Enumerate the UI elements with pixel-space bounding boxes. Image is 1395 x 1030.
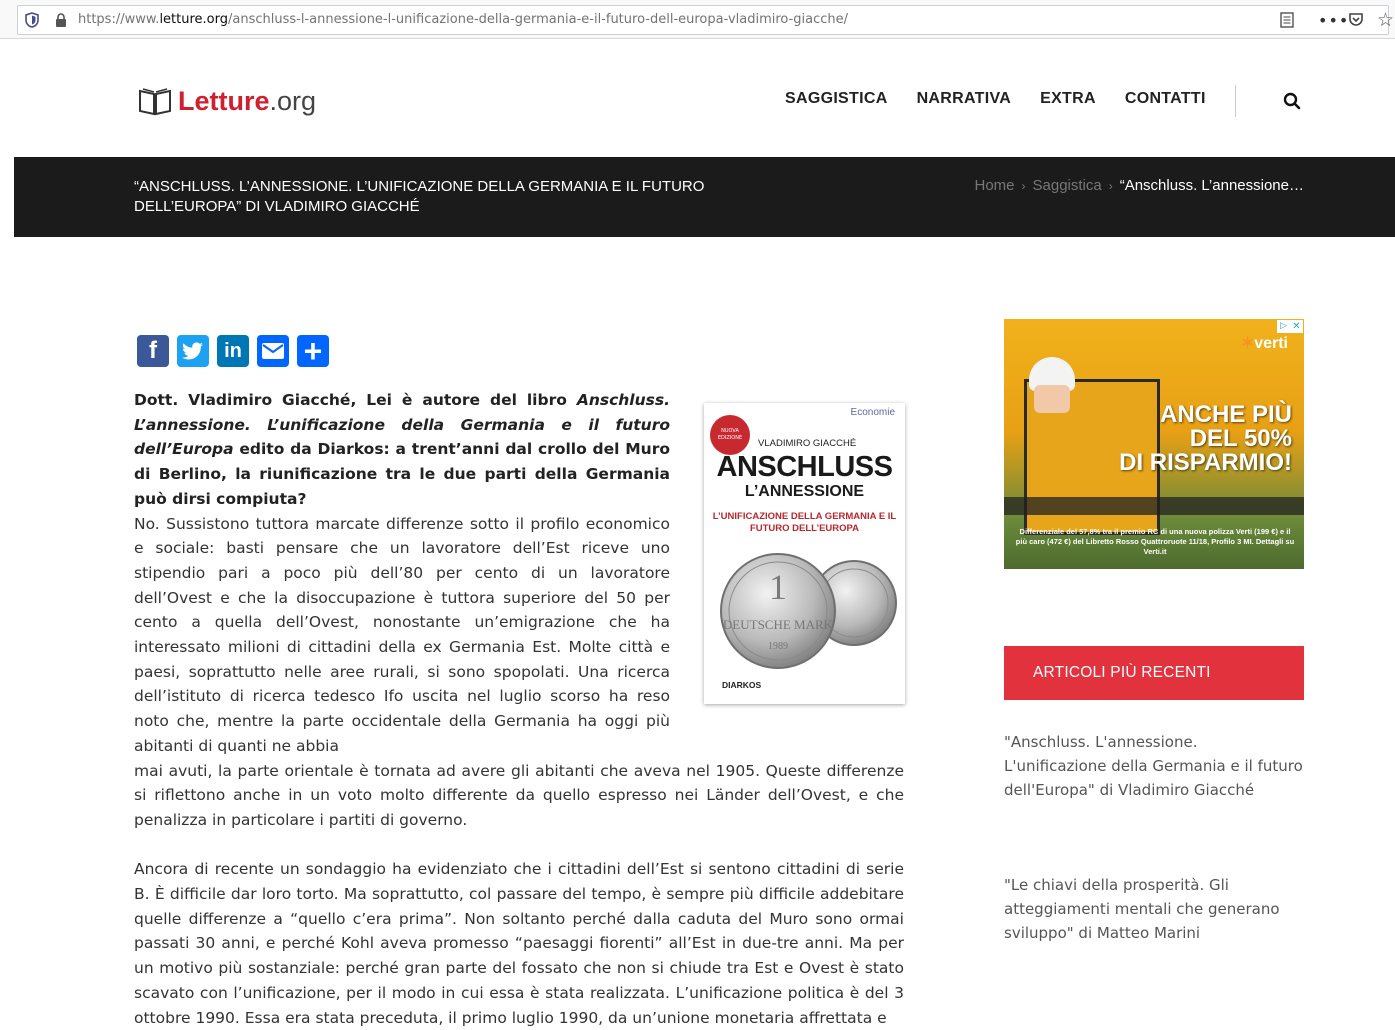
svg-text:1989: 1989 xyxy=(768,641,788,652)
breadcrumb-current: “Anschluss. L’annessione… xyxy=(1119,177,1304,194)
advertisement-banner[interactable] xyxy=(1004,319,1304,569)
recent-article-link[interactable]: "Le chiavi della prosperità. Gli atteggiamenti mentali che generano sviluppo" di Matteo Marini xyxy=(1004,876,1280,942)
nav-narrativa[interactable]: NARRATIVA xyxy=(916,90,1012,107)
interview-answer: No. Sussistono tuttora marcate differenze sotto il profilo economico e sociale: basti pensare che un lavoratore dell’Est riceve uno stipendio pari a poco più dell’80 per cento di un lavoratore dell’Ovest e che la disoccupazione è tuttora superiore del 50 per cento a quella dell’Ovest, nonostante un’emigrazione che ha interessato milioni di cittadini della ex Germania Est. Molte città e paesi, soprattutto nelle aree rurali, si sono spopolati. Una ricerca dell’istituto di ricerca tedesco Ifo uscita nel luglio scorso ha reso noto che, mentre la parte occidentale della Germania ha oggi più abitanti di quanti ne abbia mai avuti, la parte orientale è tornata ad avere gli abitanti che aveva nel 1905. Queste differenze si riflettono anche in un voto molto differente da quello espresso nei Länder dell’Ovest, e che penalizza in particolare i partiti di governo. xyxy=(134,514,904,829)
adchoices-icon[interactable]: ▷ xyxy=(1277,320,1290,333)
breadcrumb-separator-icon: › xyxy=(1108,179,1113,193)
book-cover-image: Economie NUOVA EDIZIONE VLADIMIRO GIACCHÉ ANSCHLUSS L’ANNESSIONE L’UNIFICAZIONE DELLA GERMANIA E IL FUTURO DELL’EUROPA 1 DEUTSCHE MARK 1989 DIARKOS xyxy=(704,403,905,704)
breadcrumb-saggistica[interactable]: Saggistica xyxy=(1032,177,1102,194)
nav-divider xyxy=(1235,85,1236,117)
ad-child-face xyxy=(1034,385,1070,413)
reader-view-icon[interactable] xyxy=(1280,12,1294,28)
share-plus-icon[interactable]: + xyxy=(297,335,329,367)
page-title: “ANSCHLUSS. L’ANNESSIONE. L’UNIFICAZIONE DELLA GERMANIA E IL FUTURO DELL’EUROPA” DI VLADIMIRO GIACCHÉ xyxy=(134,178,705,215)
recent-article-link[interactable]: "Anschluss. L'annessione. L'unificazione della Germania e il futuro dell'Europa" di Vladimiro Giacché xyxy=(1004,733,1303,799)
svg-text:1: 1 xyxy=(769,567,787,607)
breadcrumb xyxy=(974,177,1304,194)
email-share-icon[interactable] xyxy=(257,335,289,367)
paragraph: Ancora di recente un sondaggio ha evidenziato che i cittadini dell’Est si sentono cittadini di serie B. È difficile dar loro torto. Ma soprattutto, col passare del tempo, è sempre più difficile addebitare quelle differenze a “quello c’era prima”. Non soltanto perché dalla caduta del Muro sono ormai passati 30 anni, e perché Kohl aveva promesso “paesaggi fiorenti” all’Est in due-tre anni. Ma per un motivo più sostanziale: perché gran parte del fossato che non si chiude tra Est e Ovest è stato scavato con l’unificazione, per il modo in cui essa è stata realizzata. L’unificazione politica è del 3 ottobre 1990. Essa era stata preceduta, il primo luglio 1990, da un’unione monetaria affrettata e xyxy=(134,860,904,1027)
share-buttons xyxy=(137,332,337,369)
page-actions-icon[interactable]: ••• xyxy=(1318,11,1350,30)
ad-brand-logo: ✶verti xyxy=(1240,335,1288,352)
page-title-bar xyxy=(14,157,1395,237)
ad-headline: ANCHE PIÙ DEL 50% DI RISPARMIO! xyxy=(1119,401,1292,476)
facebook-share-icon[interactable]: f xyxy=(137,335,169,367)
bookmark-star-icon[interactable]: ☆ xyxy=(1377,9,1395,31)
recent-articles-heading: ARTICOLI PIÙ RECENTI xyxy=(1004,646,1304,700)
nav-contatti[interactable]: CONTATTI xyxy=(1124,90,1206,107)
linkedin-share-icon[interactable]: in xyxy=(217,335,249,367)
address-bar[interactable] xyxy=(17,5,1395,35)
svg-text:DEUTSCHE MARK: DEUTSCHE MARK xyxy=(722,617,834,632)
pocket-icon[interactable] xyxy=(1348,12,1364,28)
tracking-shield-icon[interactable] xyxy=(25,12,39,28)
logo-brand-text: Letture xyxy=(178,85,270,116)
coins-icon xyxy=(718,551,898,669)
breadcrumb-separator-icon: › xyxy=(1021,179,1026,193)
main-nav xyxy=(785,90,1235,108)
ad-close-icon[interactable]: ✕ xyxy=(1290,320,1303,333)
lock-icon[interactable] xyxy=(55,13,67,27)
breadcrumb-home[interactable]: Home xyxy=(974,177,1015,194)
book-logo-icon xyxy=(138,86,172,116)
nav-saggistica[interactable]: SAGGISTICA xyxy=(785,90,888,107)
ad-fine-print: Differenziale del 57,8% tra il premio RC di una nuova polizza Verti (199 €) e il più caro (472 €) del Libretto Rosso Quattroruote 11/18, Profilo 3 MI. Dettagli su Verti.it xyxy=(1015,527,1295,556)
search-icon[interactable] xyxy=(1283,92,1301,110)
interview-question: Dott. Vladimiro Giacché, Lei è autore del libro Anschluss. L’annessione. L’unificazione della Germania e il futuro dell’Europa edito da Diarkos: a trent’anni dal crollo del Muro di Berlino, la riunificazione tra le due parti della Germania può dirsi compiuta? xyxy=(134,391,670,508)
nav-extra[interactable]: EXTRA xyxy=(1040,90,1096,107)
ad-dark-band xyxy=(1004,497,1304,515)
twitter-share-icon[interactable] xyxy=(177,335,209,367)
new-edition-badge: NUOVA EDIZIONE xyxy=(710,415,750,455)
browser-toolbar xyxy=(0,0,1395,39)
logo-tld-text: .org xyxy=(269,85,317,116)
url-text[interactable]: https://www.letture.org/anschluss-l-annessione-l-unificazione-della-germania-e-il-futuro-dell-europa-vladimiro-giacche/ xyxy=(78,12,849,27)
site-logo[interactable] xyxy=(138,84,316,118)
